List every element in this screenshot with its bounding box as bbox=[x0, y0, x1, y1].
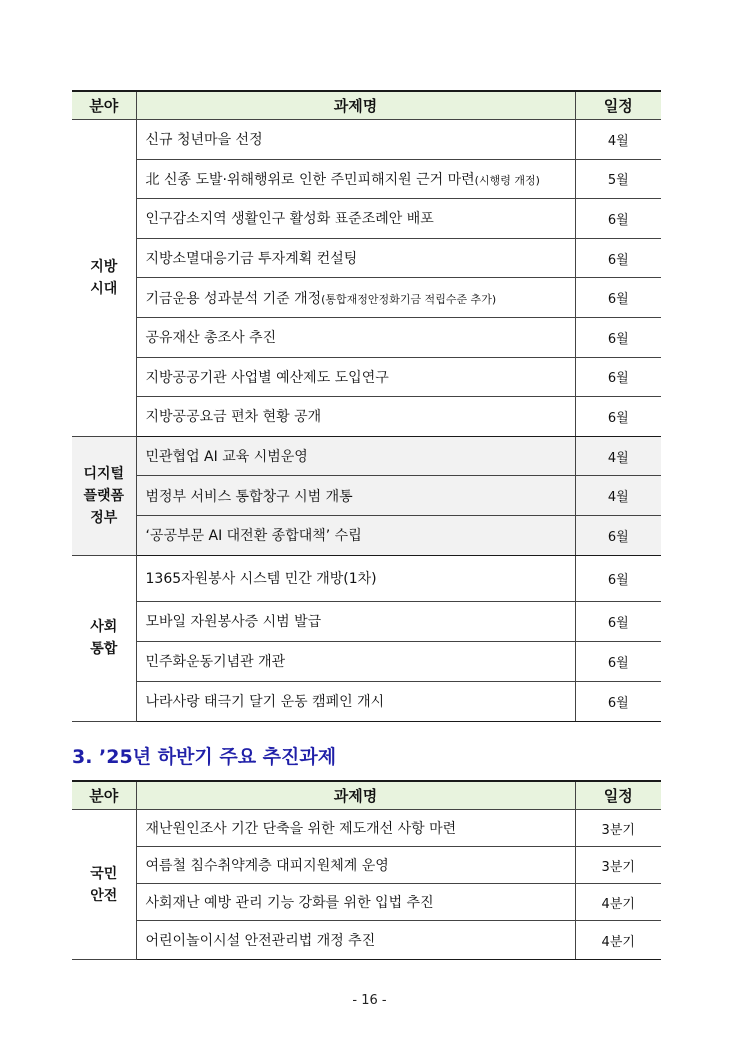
task-text: 나라사랑 태극기 달기 운동 캠페인 개시 bbox=[145, 694, 385, 711]
table-row bbox=[72, 278, 661, 318]
task-cell bbox=[136, 921, 575, 960]
task-text: 공유재산 총조사 추진 bbox=[145, 330, 277, 347]
task-text: 지방공공요금 편차 현황 공개 bbox=[145, 409, 322, 426]
schedule-cell: 6월 bbox=[575, 555, 661, 601]
task-text: 어린이놀이시설 안전관리법 개정 추진 bbox=[145, 933, 376, 949]
schedule-table-first-half bbox=[72, 90, 661, 722]
table-header-row bbox=[72, 781, 661, 810]
category-line: 디지털 bbox=[83, 465, 125, 482]
header-field: 분야 bbox=[72, 781, 136, 810]
task-cell bbox=[136, 159, 575, 199]
schedule-cell: 6월 bbox=[575, 681, 661, 721]
task-cell bbox=[136, 810, 575, 847]
category-line: 국민 bbox=[90, 865, 118, 882]
table-row bbox=[72, 515, 661, 555]
schedule-cell: 4월 bbox=[575, 120, 661, 160]
task-text: 인구감소지역 생활인구 활성화 표준조례안 배포 bbox=[145, 211, 434, 228]
task-cell bbox=[136, 515, 575, 555]
category-cell bbox=[72, 810, 136, 960]
task-cell bbox=[136, 238, 575, 278]
table-header-row bbox=[72, 91, 661, 120]
category-line: 안전 bbox=[90, 887, 118, 904]
category-line: 플랫폼 bbox=[83, 487, 125, 504]
task-cell bbox=[136, 278, 575, 318]
task-text: 지방소멸대응기금 투자계획 컨설팅 bbox=[145, 251, 358, 268]
table-row bbox=[72, 847, 661, 884]
task-cell bbox=[136, 397, 575, 437]
schedule-cell: 6월 bbox=[575, 641, 661, 681]
task-cell bbox=[136, 641, 575, 681]
schedule-cell: 6월 bbox=[575, 199, 661, 239]
task-cell bbox=[136, 357, 575, 397]
table-row bbox=[72, 317, 661, 357]
schedule-table-second-half bbox=[72, 780, 661, 960]
category-cell bbox=[72, 120, 136, 437]
table-row bbox=[72, 555, 661, 601]
table-row bbox=[72, 641, 661, 681]
section-3-title: 3. ’25년 하반기 주요 추진과제 bbox=[72, 746, 337, 768]
task-text: 北 신종 도발·위해행위로 인한 주민피해지원 근거 마련 bbox=[145, 171, 475, 188]
task-cell bbox=[136, 847, 575, 884]
table-row bbox=[72, 601, 661, 641]
page-number: - 16 - bbox=[352, 993, 387, 1008]
task-note: (통합재정안정화기금 적립수준 추가) bbox=[321, 292, 497, 306]
table-row bbox=[72, 476, 661, 516]
header-schedule: 일정 bbox=[575, 91, 661, 120]
task-cell bbox=[136, 436, 575, 476]
task-cell bbox=[136, 120, 575, 160]
schedule-cell: 5월 bbox=[575, 159, 661, 199]
header-task: 과제명 bbox=[136, 781, 575, 810]
table-row bbox=[72, 681, 661, 721]
task-text: 재난원인조사 기간 단축을 위한 제도개선 사항 마련 bbox=[145, 821, 457, 837]
category-cell bbox=[72, 555, 136, 721]
task-text: 모바일 자원봉사증 시범 발급 bbox=[145, 614, 322, 631]
task-text: 민주화운동기념관 개관 bbox=[145, 654, 286, 671]
task-cell bbox=[136, 681, 575, 721]
header-task: 과제명 bbox=[136, 91, 575, 120]
schedule-cell: 6월 bbox=[575, 317, 661, 357]
schedule-cell: 4분기 bbox=[575, 884, 661, 921]
task-text: ‘공공부문 AI 대전환 종합대책’ 수립 bbox=[145, 528, 362, 545]
schedule-cell: 6월 bbox=[575, 515, 661, 555]
schedule-cell: 6월 bbox=[575, 238, 661, 278]
schedule-cell: 6월 bbox=[575, 397, 661, 437]
table-row bbox=[72, 238, 661, 278]
header-field: 분야 bbox=[72, 91, 136, 120]
table-row bbox=[72, 884, 661, 921]
category-cell bbox=[72, 436, 136, 555]
task-cell bbox=[136, 884, 575, 921]
schedule-cell: 4월 bbox=[575, 436, 661, 476]
task-text: 범정부 서비스 통합창구 시범 개통 bbox=[145, 488, 353, 505]
task-text: 신규 청년마을 선정 bbox=[145, 132, 263, 149]
schedule-cell: 4월 bbox=[575, 476, 661, 516]
task-text: 민관협업 AI 교육 시범운영 bbox=[145, 449, 308, 466]
category-line: 지방 bbox=[90, 258, 118, 275]
table-row bbox=[72, 397, 661, 437]
task-text: 사회재난 예방 관리 기능 강화를 위한 입법 추진 bbox=[145, 895, 434, 911]
schedule-cell: 3분기 bbox=[575, 810, 661, 847]
task-text: 기금운용 성과분석 기준 개정 bbox=[145, 290, 322, 307]
schedule-cell: 6월 bbox=[575, 357, 661, 397]
schedule-cell: 4분기 bbox=[575, 921, 661, 960]
task-cell bbox=[136, 199, 575, 239]
table-row bbox=[72, 357, 661, 397]
category-line: 시대 bbox=[90, 280, 118, 297]
task-cell bbox=[136, 601, 575, 641]
task-cell bbox=[136, 317, 575, 357]
schedule-cell: 6월 bbox=[575, 601, 661, 641]
task-text: 지방공공기관 사업별 예산제도 도입연구 bbox=[145, 369, 389, 386]
schedule-cell: 3분기 bbox=[575, 847, 661, 884]
category-line: 사회 bbox=[90, 619, 118, 636]
header-schedule: 일정 bbox=[575, 781, 661, 810]
table-row bbox=[72, 120, 661, 160]
task-note: (시행령 개정) bbox=[474, 173, 540, 187]
task-cell bbox=[136, 476, 575, 516]
category-line: 통합 bbox=[90, 641, 118, 658]
table-row bbox=[72, 199, 661, 239]
schedule-cell: 6월 bbox=[575, 278, 661, 318]
table-row bbox=[72, 436, 661, 476]
table-row bbox=[72, 810, 661, 847]
table-row bbox=[72, 921, 661, 960]
task-cell bbox=[136, 555, 575, 601]
task-text: 1365자원봉사 시스템 민간 개방(1차) bbox=[145, 571, 377, 588]
table-row bbox=[72, 159, 661, 199]
category-line: 정부 bbox=[90, 509, 118, 526]
task-text: 여름철 침수취약계층 대피지원체계 운영 bbox=[145, 858, 389, 874]
